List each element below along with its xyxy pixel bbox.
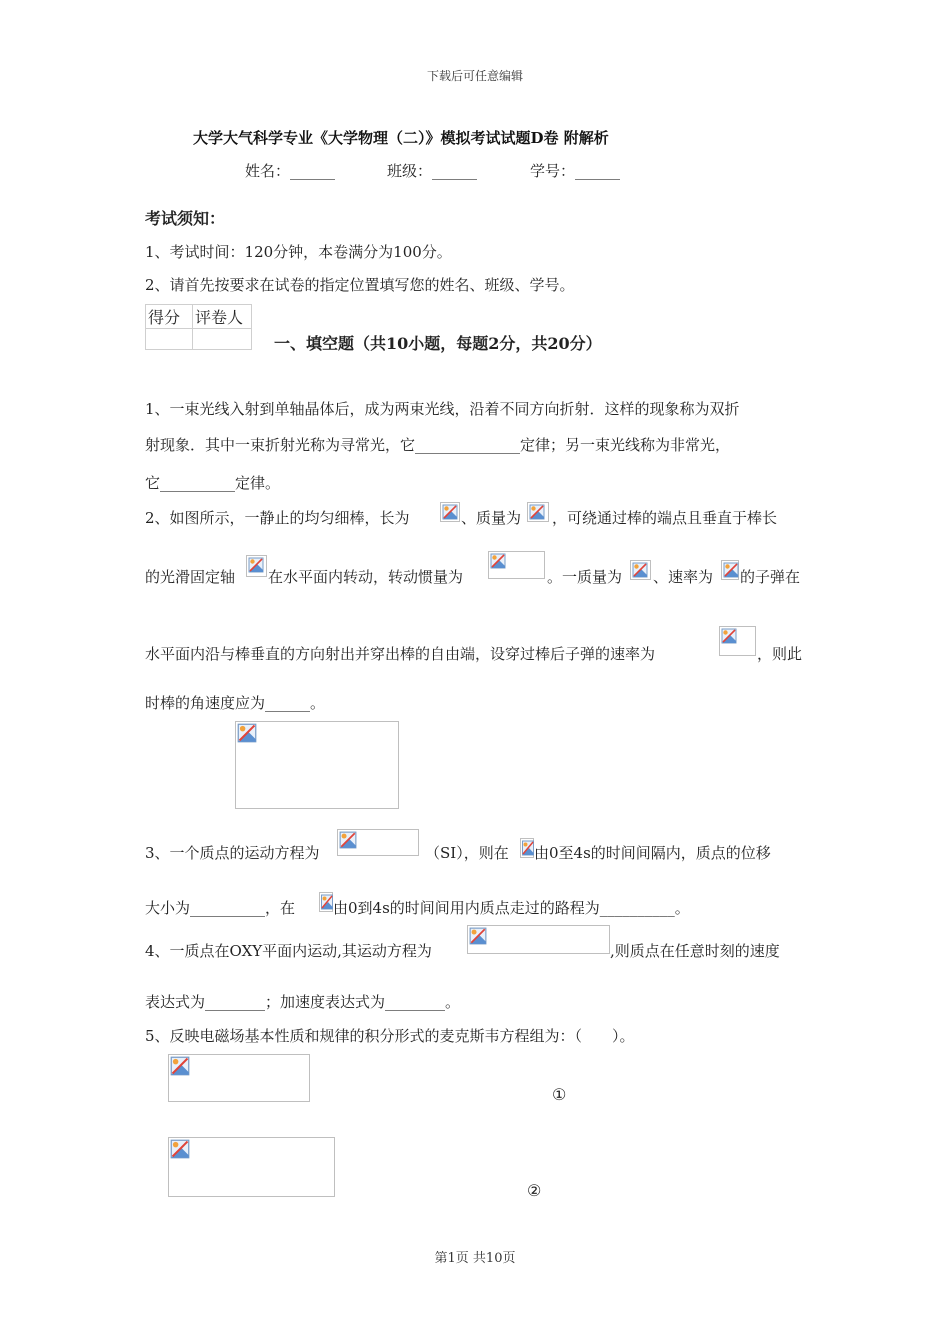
- q2-text-a3: ，可绕通过棒的端点且垂直于棒长: [552, 509, 778, 527]
- q2-text-c2: ，则此: [757, 645, 803, 663]
- q3-text-a1: 3、一个质点的运动方程为: [145, 844, 320, 862]
- broken-image-icon: [721, 560, 739, 580]
- notice-heading: 考试须知：: [145, 209, 226, 228]
- id-field: 学号：______: [530, 162, 621, 180]
- section-heading: 一、填空题（共10小题，每题2分，共20分）: [274, 334, 602, 353]
- q2-text-b5: 的子弹在: [740, 568, 801, 586]
- marker-1: ①: [552, 1085, 567, 1104]
- q2-text-b4: 、速率为: [653, 568, 714, 586]
- q2-text-c1: 水平面内沿与棒垂直的方向射出并穿出棒的自由端，设穿过棒后子弹的速率为: [145, 645, 656, 663]
- q3-text-b1: 大小为__________，在: [145, 899, 296, 917]
- score-cell: [146, 329, 193, 350]
- broken-image-icon: [319, 892, 333, 912]
- name-field: 姓名：______: [245, 162, 336, 180]
- motion-equation-image: [337, 829, 419, 856]
- page-footer: 第1页 共10页: [434, 1251, 516, 1266]
- q2-text-b2: 在水平面内转动，转动惯量为: [268, 568, 464, 586]
- q4-text-a1: 4、一质点在OXY平面内运动,其运动方程为: [145, 942, 432, 960]
- page-title: 大学大气科学专业《大学物理（二）》模拟考试试题D卷 附解析: [193, 129, 609, 147]
- class-field: 班级：______: [387, 162, 478, 180]
- q3-text-a3: 由0至4s的时间间隔内，质点的位移: [534, 844, 771, 862]
- notice-item-1: 1、考试时间：120分钟，本卷满分为100分。: [145, 243, 452, 261]
- q3-text-a2: （SI），则在: [425, 844, 509, 862]
- q2-text-d1: 时棒的角速度应为______。: [145, 694, 326, 712]
- q2-text-b3: 。一质量为: [547, 568, 623, 586]
- score-table: [145, 304, 252, 350]
- broken-image-icon: [630, 560, 651, 580]
- header-note: 下载后可任意编辑: [426, 69, 523, 83]
- q1-line-3: 它__________定律。: [145, 474, 281, 492]
- grader-cell: [193, 329, 252, 350]
- broken-image-icon: [246, 555, 267, 577]
- grader-header: 评卷人: [193, 305, 252, 329]
- velocity-formula-image: [719, 626, 756, 656]
- broken-image-icon: [527, 502, 549, 522]
- q5-text: 5、反映电磁场基本性质和规律的积分形式的麦克斯韦方程组为：（ ）。: [145, 1027, 635, 1045]
- q4-text-b1: 表达式为________；加速度表达式为________。: [145, 993, 461, 1011]
- marker-2: ②: [527, 1181, 542, 1200]
- broken-image-icon: [440, 502, 460, 522]
- score-header: 得分: [146, 305, 193, 329]
- maxwell-equation-1-image: [168, 1054, 310, 1102]
- q2-text-b1: 的光滑固定轴: [145, 568, 236, 586]
- rod-figure-image: [235, 721, 399, 809]
- q2-text-a1: 2、如图所示，一静止的均匀细棒，长为: [145, 509, 410, 527]
- q1-line-2: 射现象．其中一束折射光称为寻常光，它______________定律；另一束光线称为非常光，: [145, 436, 731, 454]
- maxwell-equation-2-image: [168, 1137, 335, 1197]
- inertia-formula-image: [488, 551, 545, 579]
- notice-item-2: 2、请首先按要求在试卷的指定位置填写您的姓名、班级、学号。: [145, 276, 575, 294]
- q4-text-a2: ,则质点在任意时刻的速度: [610, 942, 780, 960]
- q2-text-a2: 、质量为: [461, 509, 522, 527]
- q1-line-1: 1、一束光线入射到单轴晶体后，成为两束光线，沿着不同方向折射．这样的现象称为双折: [145, 400, 740, 418]
- broken-image-icon: [520, 838, 534, 858]
- plane-motion-equation-image: [467, 925, 610, 954]
- q3-text-b2: 由0到4s的时间间用内质点走过的路程为__________。: [333, 899, 690, 917]
